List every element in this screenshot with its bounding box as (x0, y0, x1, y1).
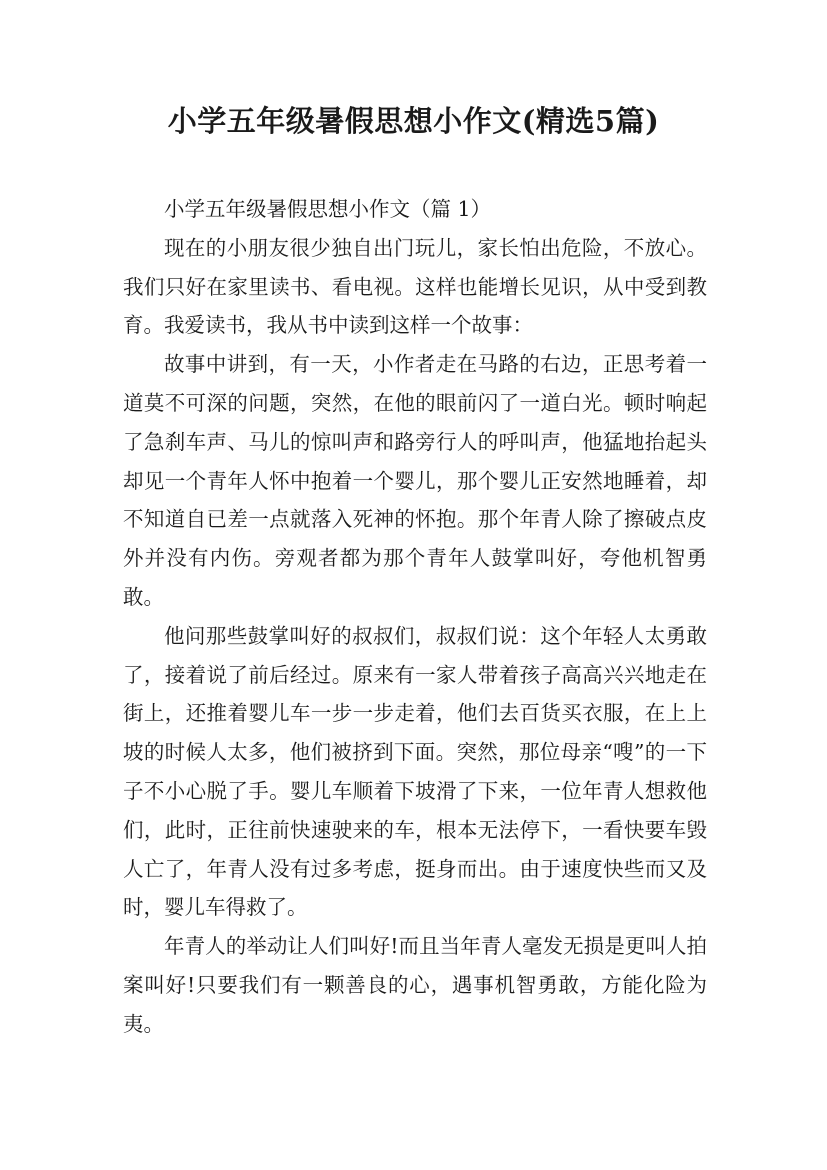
paragraph-1: 现在的小朋友很少独自出门玩儿，家长怕出危险，不放心。我们只好在家里读书、看电视。这样也能增长见识，从中受到教育。我爱读书，我从书中读到这样一个故事： (123, 235, 707, 338)
document-title: 小学五年级暑假思想小作文(精选5篇) (167, 104, 660, 138)
paragraph-4: 年青人的举动让人们叫好!而且当年青人毫发无损是更叫人拍案叫好!只要我们有一颗善良的心，遇事机智勇敢，方能化险为夷。 (123, 934, 707, 1036)
section-heading: 小学五年级暑假思想小作文（篇 1） (164, 197, 492, 221)
document-body (123, 190, 707, 1044)
paragraph-3: 他问那些鼓掌叫好的叔叔们，叔叔们说：这个年轻人太勇敢了，接着说了前后经过。原来有一家人带着孩子高高兴兴地走在街上，还推着婴儿车一步一步走着，他们去百货买衣服，在上上坡的时候人太多，他们被挤到下面。突然，那位母亲“嗖”的一下子不小心脱了手。婴儿车顺着下坡滑了下来，一位年青人想救他们，此时，正往前快速驶来的车，根本无法停下，一看快要车毁人亡了，年青人没有过多考虑，挺身而出。由于速度快些而又及时，婴儿车得救了。 (123, 623, 707, 920)
paragraph-2: 故事中讲到，有一天，小作者走在马路的右边，正思考着一道莫不可深的问题，突然，在他的眼前闪了一道白光。顿时响起了急刹车声、马儿的惊叫声和路旁行人的呼叫声，他猛地抬起头却见一个青年人怀中抱着一个婴儿，那个婴儿正安然地睡着，却不知道自已差一点就落入死神的怀抱。那个年青人除了擦破点皮外并没有内伤。旁观者都为那个青年人鼓掌叫好，夸他机智勇敢。 (123, 352, 707, 609)
